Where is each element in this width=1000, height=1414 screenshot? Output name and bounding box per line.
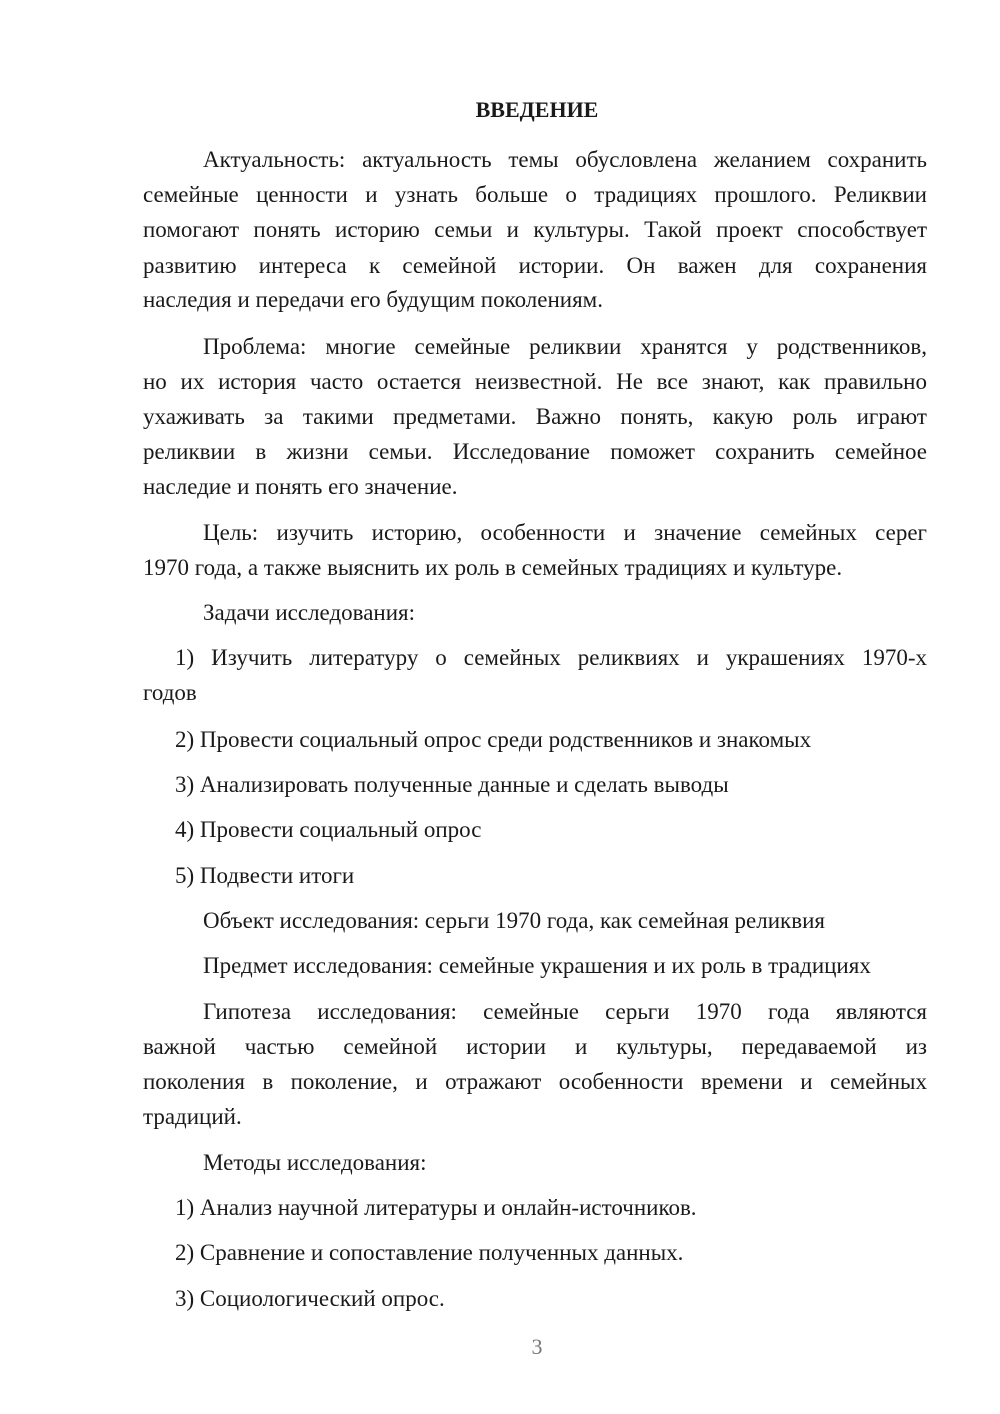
- research-subject: Предмет исследования: семейные украшения и их роль в традициях: [203, 953, 871, 978]
- text-line: семейные ценности и узнать больше о традициях прошлого. Реликвии: [143, 182, 927, 207]
- task-item: 3) Анализировать полученные данные и сделать выводы: [175, 772, 729, 797]
- text-line: наследие и понять его значение.: [143, 474, 458, 499]
- text-line: Гипотеза исследования: семейные серьги 1970 года являются: [203, 999, 927, 1024]
- method-item: 3) Социологический опрос.: [175, 1286, 445, 1311]
- research-object: Объект исследования: серьги 1970 года, как семейная реликвия: [203, 908, 825, 933]
- task-item-continuation: годов: [143, 680, 197, 705]
- tasks-heading: Задачи исследования:: [203, 600, 416, 625]
- text-line: ухаживать за такими предметами. Важно понять, какую роль играют: [143, 404, 927, 429]
- task-item: 2) Провести социальный опрос среди родственников и знакомых: [175, 727, 812, 752]
- text-line: 1970 года, а также выяснить их роль в семейных традициях и культуре.: [143, 555, 843, 580]
- text-line: Проблема: многие семейные реликвии хранятся у родственников,: [203, 334, 927, 359]
- text-line: реликвии в жизни семьи. Исследование поможет сохранить семейное: [143, 439, 927, 464]
- text-line: Актуальность: актуальность темы обусловлена желанием сохранить: [203, 147, 927, 172]
- text-line: традиций.: [143, 1104, 242, 1129]
- text-line: но их история часто остается неизвестной. Не все знают, как правильно: [143, 369, 927, 394]
- text-line: важной частью семейной истории и культуры, передаваемой из: [143, 1034, 927, 1059]
- method-item: 2) Сравнение и сопоставление полученных данных.: [175, 1240, 684, 1265]
- page-title: ВВЕДЕНИЕ: [475, 97, 599, 122]
- page-number: 3: [531, 1334, 543, 1359]
- task-item: 4) Провести социальный опрос: [175, 817, 482, 842]
- method-item: 1) Анализ научной литературы и онлайн-источников.: [175, 1195, 697, 1220]
- task-item: 5) Подвести итоги: [175, 863, 355, 888]
- text-line: наследия и передачи его будущим поколениям.: [143, 287, 603, 312]
- task-item: 1) Изучить литературу о семейных реликвиях и украшениях 1970-х: [175, 645, 927, 670]
- text-line: поколения в поколение, и отражают особенности времени и семейных: [143, 1069, 927, 1094]
- text-line: помогают понять историю семьи и культуры. Такой проект способствует: [143, 217, 927, 242]
- methods-heading: Методы исследования:: [203, 1150, 427, 1175]
- text-line: Цель: изучить историю, особенности и значение семейных серег: [203, 520, 927, 545]
- text-line: развитию интереса к семейной истории. Он важен для сохранения: [143, 253, 927, 278]
